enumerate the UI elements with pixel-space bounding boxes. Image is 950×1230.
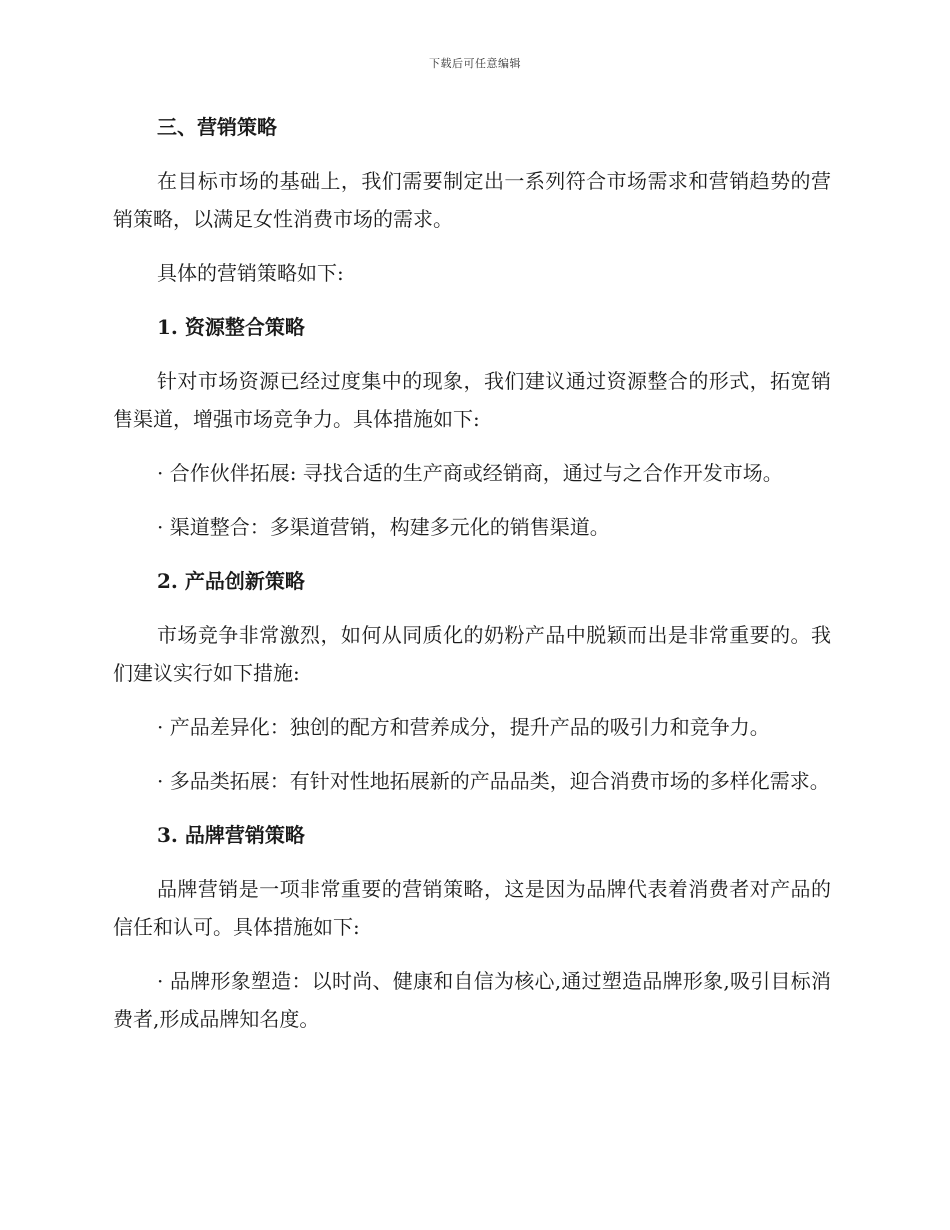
- strategy1-heading: 1. 资源整合策略: [157, 315, 305, 339]
- strategy2-bullet-differentiation: · 产品差异化：独创的配方和营养成分，提升产品的吸引力和竞争力。: [157, 715, 770, 739]
- page-header-note: 下载后可任意编辑: [429, 57, 521, 70]
- strategy1-bullet-channels: · 渠道整合：多渠道营销，构建多元化的销售渠道。: [157, 515, 610, 539]
- section-lead-paragraph: 具体的营销策略如下:: [157, 261, 344, 285]
- strategy2-body: 市场竞争非常激烈，如何从同质化的奶粉产品中脱颖而出是非常重要的。我们建议实行如下措施:: [113, 623, 831, 685]
- strategy3-heading: 3. 品牌营销策略: [157, 823, 305, 847]
- strategy3-body: 品牌营销是一项非常重要的营销策略，这是因为品牌代表着消费者对产品的信任和认可。具体措施如下:: [113, 877, 831, 939]
- section-intro-paragraph: 在目标市场的基础上，我们需要制定出一系列符合市场需求和营销趋势的营销策略，以满足女性消费市场的需求。: [113, 169, 831, 231]
- strategy1-bullet-partners: · 合作伙伴拓展: 寻找合适的生产商或经销商，通过与之合作开发市场。: [157, 461, 783, 485]
- document-body: [113, 108, 831, 1054]
- strategy2-heading: 2. 产品创新策略: [157, 569, 305, 593]
- strategy1-body: 针对市场资源已经过度集中的现象，我们建议通过资源整合的形式，拓宽销售渠道，增强市场竞争力。具体措施如下:: [113, 369, 831, 431]
- section-title: 三、营销策略: [157, 115, 277, 139]
- strategy2-bullet-categories: · 多品类拓展：有针对性地拓展新的产品品类，迎合消费市场的多样化需求。: [157, 769, 830, 793]
- strategy3-bullet-brand-image: · 品牌形象塑造：以时尚、健康和自信为核心,通过塑造品牌形象,吸引目标消费者,形成品牌知名度。: [113, 969, 831, 1031]
